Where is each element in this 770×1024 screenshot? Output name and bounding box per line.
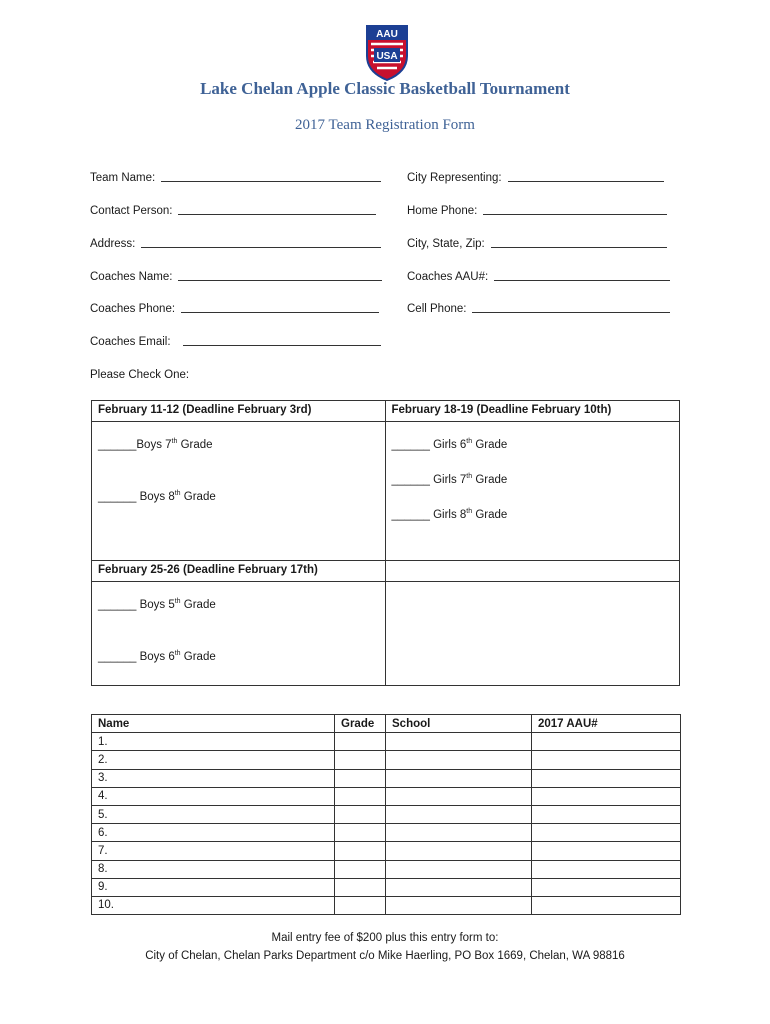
city-state-zip-field[interactable]	[407, 238, 667, 250]
roster-cell-school[interactable]	[386, 787, 532, 805]
roster-cell-aau[interactable]	[532, 787, 681, 805]
division-table	[91, 400, 680, 686]
city-representing-line[interactable]	[508, 180, 664, 182]
roster-cell-school[interactable]	[386, 805, 532, 823]
option-label: Girls 7	[429, 473, 467, 486]
roster-cell-school[interactable]	[386, 896, 532, 914]
form-title: Lake Chelan Apple Classic Basketball Tournament	[200, 79, 570, 98]
roster-cell-school[interactable]	[386, 733, 532, 751]
option-boys-5th[interactable]	[98, 598, 216, 611]
option-sup: th	[174, 650, 181, 657]
division-header-empty	[385, 561, 680, 582]
field-label: Address:	[90, 238, 136, 250]
roster-cell-aau[interactable]	[532, 878, 681, 896]
coaches-name-field[interactable]	[90, 271, 382, 283]
option-blank[interactable]: ______	[391, 473, 430, 486]
division-header: February 25-26 (Deadline February 17th)	[92, 561, 386, 582]
city-state-zip-line[interactable]	[491, 246, 667, 248]
roster-cell-school[interactable]	[386, 842, 532, 860]
option-grade: Grade	[177, 438, 213, 451]
roster-cell-school[interactable]	[386, 824, 532, 842]
option-label: Boys 8	[136, 490, 175, 503]
division-options-cell	[385, 422, 680, 561]
roster-body	[92, 733, 681, 915]
cell-phone-field[interactable]	[407, 303, 670, 315]
option-label: Boys 6	[136, 650, 175, 663]
option-sup: th	[466, 473, 473, 480]
logo-bottom-text: USA	[376, 51, 398, 62]
coaches-email-field[interactable]	[90, 336, 381, 348]
option-grade: Grade	[472, 508, 508, 521]
roster-row-number[interactable]: 7.	[92, 842, 335, 860]
roster-row-number[interactable]: 6.	[92, 824, 335, 842]
roster-row	[92, 769, 681, 787]
roster-row	[92, 896, 681, 914]
option-grade: Grade	[180, 490, 216, 503]
roster-row-number[interactable]: 3.	[92, 769, 335, 787]
roster-header-name: Name	[92, 715, 335, 733]
roster-cell-grade[interactable]	[335, 751, 386, 769]
roster-header-school: School	[386, 715, 532, 733]
form-subtitle: 2017 Team Registration Form	[295, 117, 475, 133]
option-blank[interactable]: ______	[98, 598, 137, 611]
team-name-line[interactable]	[161, 180, 381, 182]
option-sup: th	[174, 490, 181, 497]
roster-row-number[interactable]: 1.	[92, 733, 335, 751]
roster-row	[92, 805, 681, 823]
option-sup: th	[174, 598, 181, 605]
roster-row	[92, 787, 681, 805]
home-phone-line[interactable]	[483, 213, 667, 215]
division-header: February 18-19 (Deadline February 10th)	[385, 401, 680, 422]
roster-cell-school[interactable]	[386, 860, 532, 878]
option-label: Girls 6	[429, 438, 467, 451]
field-label: Contact Person:	[90, 205, 173, 217]
roster-cell-aau[interactable]	[532, 769, 681, 787]
option-blank[interactable]: ______	[98, 438, 137, 451]
home-phone-field[interactable]	[407, 205, 667, 217]
roster-cell-grade[interactable]	[335, 787, 386, 805]
option-blank[interactable]: ______	[98, 650, 137, 663]
roster-cell-grade[interactable]	[335, 896, 386, 914]
roster-row	[92, 842, 681, 860]
division-options-cell-empty	[385, 582, 680, 686]
coaches-name-line[interactable]	[178, 279, 382, 281]
roster-row-number[interactable]: 2.	[92, 751, 335, 769]
roster-row-number[interactable]: 9.	[92, 878, 335, 896]
option-boys-7th[interactable]	[98, 438, 213, 451]
option-girls-8th[interactable]	[392, 508, 508, 521]
roster-row	[92, 733, 681, 751]
team-name-field[interactable]	[90, 172, 381, 184]
division-header: February 11-12 (Deadline February 3rd)	[92, 401, 386, 422]
field-label: Coaches Phone:	[90, 303, 176, 315]
logo-top-text: AAU	[376, 29, 398, 40]
roster-row-number[interactable]: 4.	[92, 787, 335, 805]
roster-row-number[interactable]: 10.	[92, 896, 335, 914]
roster-cell-aau[interactable]	[532, 805, 681, 823]
option-girls-7th[interactable]	[392, 473, 508, 486]
roster-cell-aau[interactable]	[532, 751, 681, 769]
option-grade: Grade	[180, 650, 216, 663]
roster-cell-grade[interactable]	[335, 860, 386, 878]
option-sup: th	[466, 438, 473, 445]
roster-cell-aau[interactable]	[532, 824, 681, 842]
roster-cell-grade[interactable]	[335, 805, 386, 823]
option-grade: Grade	[472, 473, 508, 486]
coaches-aau-field[interactable]	[407, 271, 670, 283]
roster-row	[92, 860, 681, 878]
please-check-label: Please Check One:	[90, 369, 190, 381]
roster-header-grade: Grade	[335, 715, 386, 733]
field-label: Coaches Email:	[90, 336, 171, 348]
aau-usa-logo	[363, 22, 411, 82]
option-blank[interactable]: ______	[98, 490, 137, 503]
field-label: City, State, Zip:	[407, 238, 485, 250]
footer-line-1: Mail entry fee of $200 plus this entry form to:	[271, 932, 499, 944]
coaches-aau-line[interactable]	[494, 279, 670, 281]
option-boys-8th[interactable]	[98, 490, 216, 503]
option-sup: th	[466, 508, 473, 515]
option-blank[interactable]: ______	[391, 438, 430, 451]
roster-cell-school[interactable]	[386, 769, 532, 787]
roster-cell-grade[interactable]	[335, 842, 386, 860]
coaches-phone-line[interactable]	[181, 311, 379, 313]
roster-row	[92, 878, 681, 896]
roster-row-number[interactable]: 8.	[92, 860, 335, 878]
roster-cell-aau[interactable]	[532, 733, 681, 751]
field-label: Coaches Name:	[90, 271, 173, 283]
contact-person-line[interactable]	[178, 213, 376, 215]
city-representing-field[interactable]	[407, 172, 664, 184]
option-sup: th	[171, 438, 178, 445]
field-label: Team Name:	[90, 172, 156, 184]
option-girls-6th[interactable]	[392, 438, 508, 451]
roster-cell-grade[interactable]	[335, 733, 386, 751]
roster-row-number[interactable]: 5.	[92, 805, 335, 823]
option-label: Boys 5	[136, 598, 175, 611]
roster-cell-school[interactable]	[386, 878, 532, 896]
address-line[interactable]	[141, 246, 381, 248]
option-blank[interactable]: ______	[391, 508, 430, 521]
roster-header-aau: 2017 AAU#	[532, 715, 681, 733]
roster-row	[92, 824, 681, 842]
field-label: Coaches AAU#:	[407, 271, 489, 283]
option-boys-6th[interactable]	[98, 650, 216, 663]
footer-line-2: City of Chelan, Chelan Parks Department c/o Mike Haerling, PO Box 1669, Chelan, WA 98816	[145, 950, 625, 962]
division-options-cell	[92, 582, 386, 686]
roster-cell-grade[interactable]	[335, 878, 386, 896]
address-field[interactable]	[90, 238, 381, 250]
contact-person-field[interactable]	[90, 205, 376, 217]
option-label: Boys 7	[136, 438, 172, 451]
field-label: Home Phone:	[407, 205, 478, 217]
option-grade: Grade	[472, 438, 508, 451]
coaches-phone-field[interactable]	[90, 303, 379, 315]
roster-table	[91, 714, 681, 915]
roster-cell-aau[interactable]	[532, 860, 681, 878]
roster-row	[92, 751, 681, 769]
option-label: Girls 8	[429, 508, 467, 521]
division-options-cell	[92, 422, 386, 561]
roster-cell-grade[interactable]	[335, 824, 386, 842]
roster-cell-school[interactable]	[386, 751, 532, 769]
roster-cell-grade[interactable]	[335, 769, 386, 787]
field-label: Cell Phone:	[407, 303, 467, 315]
cell-phone-line[interactable]	[472, 311, 670, 313]
coaches-email-line[interactable]	[183, 344, 381, 346]
option-grade: Grade	[180, 598, 216, 611]
field-label: City Representing:	[407, 172, 502, 184]
roster-cell-aau[interactable]	[532, 896, 681, 914]
roster-cell-aau[interactable]	[532, 842, 681, 860]
